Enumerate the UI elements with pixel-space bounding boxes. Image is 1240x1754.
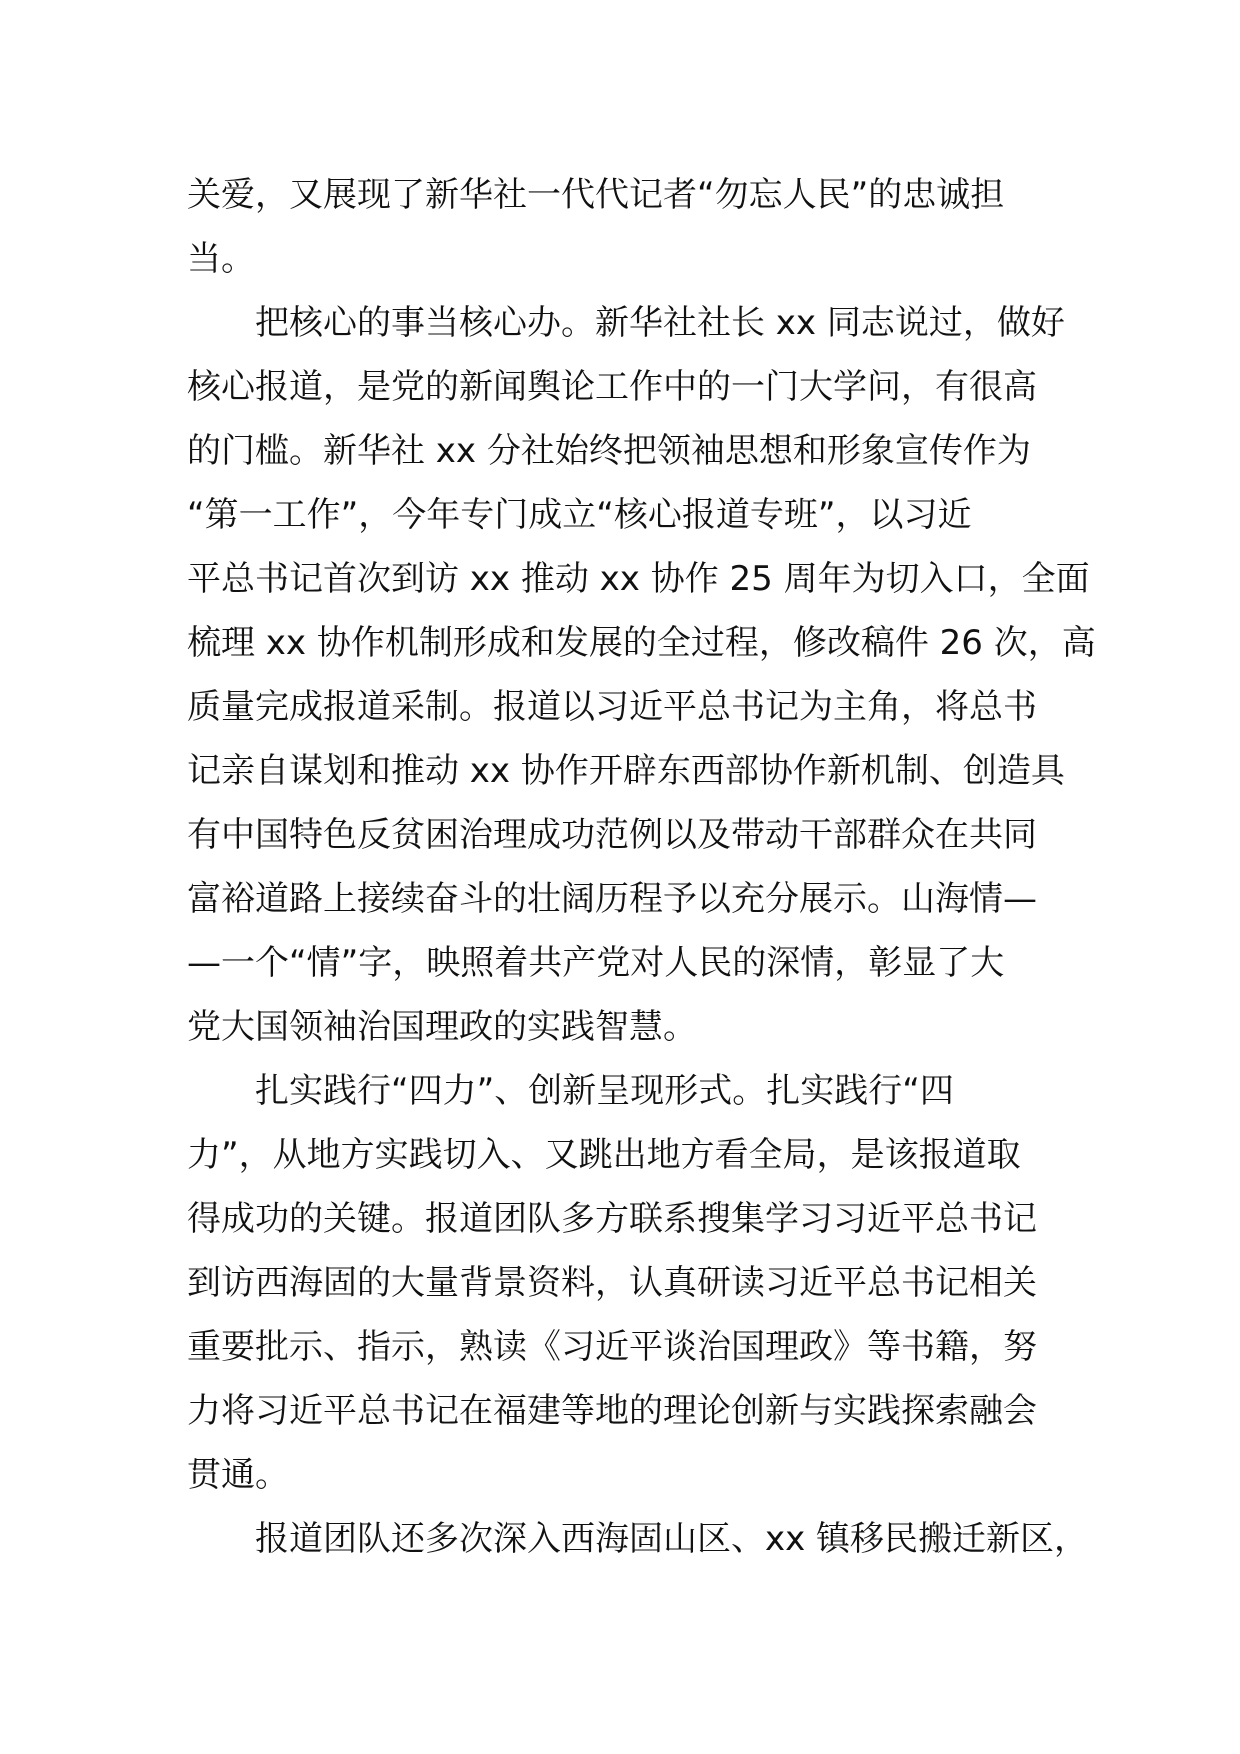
text-line: 力将习近平总书记在福建等地的理论创新与实践探索融会 [187, 1391, 1037, 1431]
text-line: 贯通。 [187, 1455, 289, 1495]
text-line: 到访西海固的大量背景资料，认真研读习近平总书记相关 [187, 1263, 1037, 1303]
text-line: “第一工作”，今年专门成立“核心报道专班”，以习近 [187, 495, 972, 535]
text-line: —一个“情”字，映照着共产党对人民的深情，彰显了大 [187, 943, 1005, 983]
text-line: 把核心的事当核心办。新华社社长 xx 同志说过，做好 [187, 303, 1065, 343]
document-body [187, 163, 1096, 1571]
text-line: 有中国特色反贫困治理成功范例以及带动干部群众在共同 [187, 815, 1037, 855]
text-line: 党大国领袖治国理政的实践智慧。 [187, 1007, 697, 1047]
text-line: 关爱，又展现了新华社一代代记者“勿忘人民”的忠诚担 [187, 175, 1005, 215]
text-line: 得成功的关键。报道团队多方联系搜集学习习近平总书记 [187, 1199, 1037, 1239]
text-line: 平总书记首次到访 xx 推动 xx 协作 25 周年为切入口，全面 [187, 559, 1090, 599]
text-line: 核心报道，是党的新闻舆论工作中的一门大学问，有很高 [187, 367, 1037, 407]
text-line: 的门槛。新华社 xx 分社始终把领袖思想和形象宣传作为 [187, 431, 1031, 471]
text-line: 富裕道路上接续奋斗的壮阔历程予以充分展示。山海情— [187, 879, 1037, 919]
text-line: 报道团队还多次深入西海固山区、xx 镇移民搬迁新区， [187, 1519, 1089, 1559]
text-line: 质量完成报道采制。报道以习近平总书记为主角，将总书 [187, 687, 1037, 727]
text-line: 扎实践行“四力”、创新呈现形式。扎实践行“四 [187, 1071, 954, 1111]
text-line: 重要批示、指示，熟读《习近平谈治国理政》等书籍，努 [187, 1327, 1037, 1367]
text-line: 当。 [187, 239, 255, 279]
text-line: 力”，从地方实践切入、又跳出地方看全局，是该报道取 [187, 1135, 1021, 1175]
text-line: 梳理 xx 协作机制形成和发展的全过程，修改稿件 26 次，高 [187, 623, 1096, 663]
text-line: 记亲自谋划和推动 xx 协作开辟东西部协作新机制、创造具 [187, 751, 1065, 791]
